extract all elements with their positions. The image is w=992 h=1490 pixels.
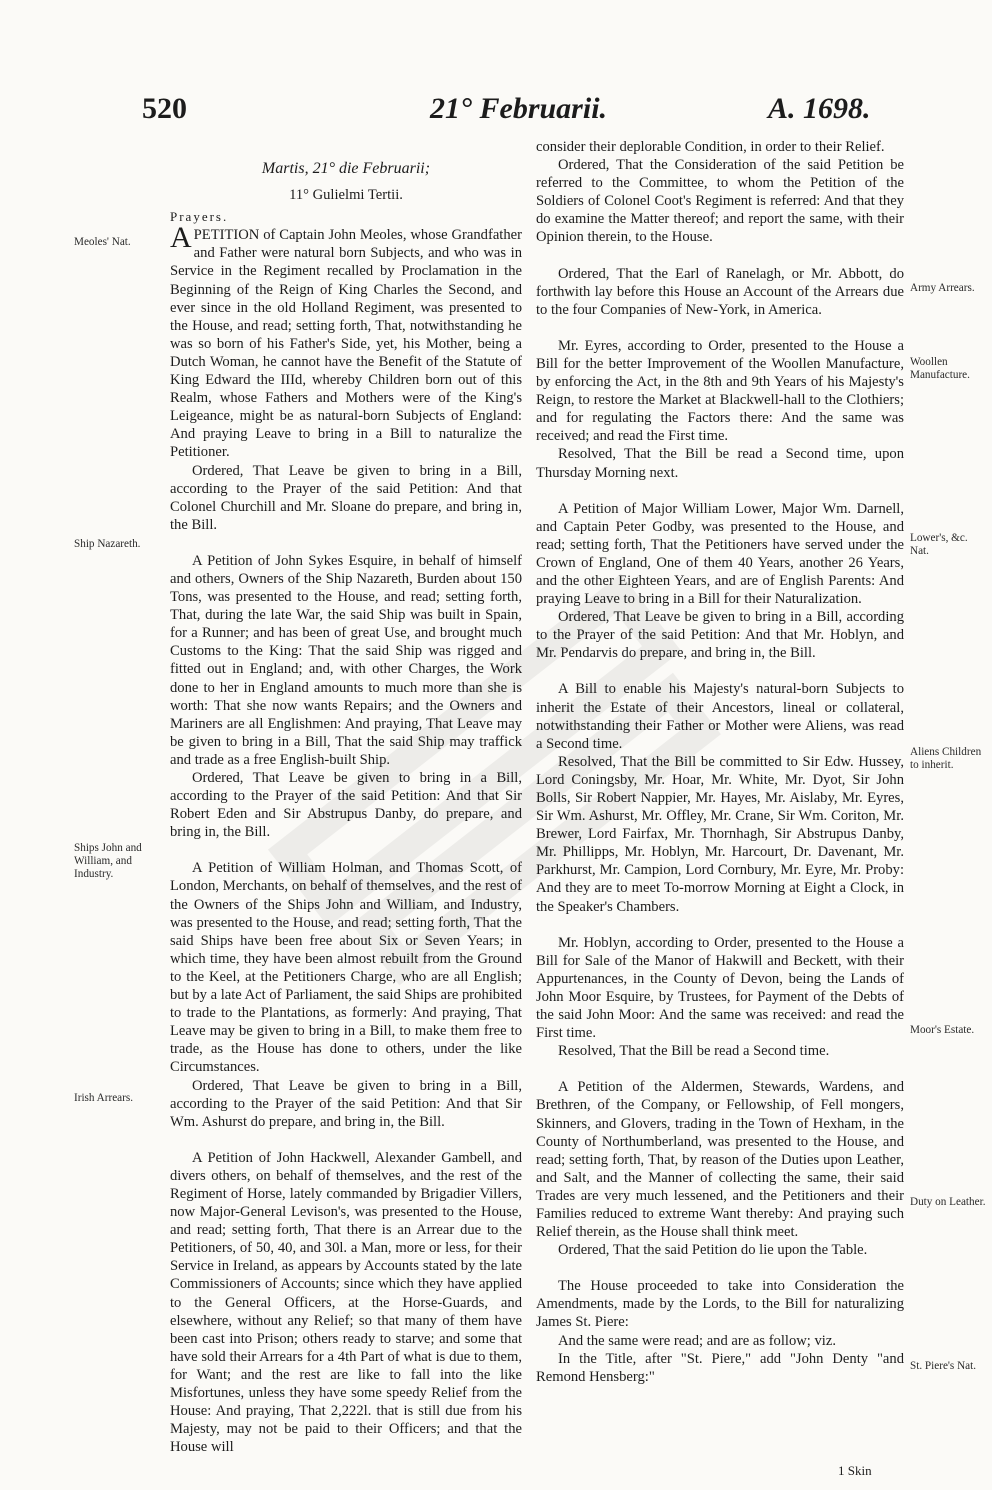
hackwell-petition: A Petition of John Hackwell, Alexander Gambell, and divers others, on behalf of themselves, and the rest of the Regiment of Horse, lately commanded by Brigadier Villers, now Major-General Levison's, was presented to the House, and read; setting forth, That there is an Arrear due to the Petitioners, of 50, 40, and 30l. a Man, more or less, for their Service in Ireland, as appears by Accounts stated by the late Commissioners of Accounts; since which they have applied to the General Officers, at the Horse-Guards, and elsewhere, without any Relief; so that many of them have been cast into Prison; others ready to starve; and some that have sold their Arrears for a 4th Part of what is due to them, for Want; and the rest are like to fall into the like Misfortunes, unless they have some speedy Relief from the House: And praying, That 2,222l. that is still due from his Majesty, may not be paid to their Officers; and that the House will	[170, 1149, 522, 1456]
margin-note-irish: Irish Arrears.	[74, 1092, 134, 1104]
hexham-petition: A Petition of the Aldermen, Stewards, Wardens, and Brethren, of the Company, or Fellowship, of Fell mongers, Skinners, and Glovers, trading in the Town of Hexham, in the County of Northumberland, was presented to the House, and read; setting forth, That, by reason of the Duties upon Leather, and Salt, and the Manner of collecting the same, their said Trades are very much lessened, and the Petitioners and their Families reduced to extreme Want thereby: And praying such Relief therein, as the House shall think meet.	[536, 1079, 904, 1241]
margin-note-aliens: Aliens Children to inherit.	[910, 746, 982, 771]
margin-note-ships-john: Ships John and William, and Industry.	[74, 842, 142, 880]
ranelagh-order: Ordered, That the Earl of Ranelagh, or Mr. Abbott, do forthwith lay before this House an Account of the Arrears due to the four Companies of New-York, in America.	[536, 265, 904, 318]
woollen-resolution: Resolved, That the Bill be read a Second time, upon Thursday Morning next.	[536, 446, 904, 481]
date-line: Martis, 21° die Februarii;	[261, 160, 431, 177]
page-number: 520	[142, 92, 187, 125]
margin-note-moors: Moor's Estate.	[910, 1024, 975, 1036]
meoles-order: Ordered, That Leave be given to bring in a Bill, according to the Prayer of the said Petition: And that Colonel Churchill and Mr. Sloane do prepare, and bring in, the Bill.	[170, 462, 522, 533]
stpiere-amendment: In the Title, after "St. Piere," add "John Denty "and Remond Hensberg:"	[536, 1350, 904, 1385]
hexham-order: Ordered, That the said Petition do lie upon the Table.	[558, 1242, 868, 1259]
lower-petition: A Petition of Major William Lower, Major Wm. Darnell, and Captain Peter Godby, was presented to the House, and read; setting forth, That the Petitioners have served under the Crown of England, One of them 40 Years, another 26 Years, and the other Eighteen Years, and are of English Parents: And praying Leave to bring in a Bill for their Naturalization.	[536, 500, 904, 608]
stpiere-consideration: The House proceeded to take into Consideration the Amendments, made by the Lords, to the Bill for naturalizing James St. Piere:	[536, 1278, 904, 1331]
drop-cap: A	[170, 221, 192, 255]
left-column	[170, 138, 522, 1456]
margin-note-stpiere: St. Piere's Nat.	[910, 1360, 977, 1372]
margin-note-woollen: Woollen Manufacture.	[910, 356, 970, 381]
moor-resolution: Resolved, That the Bill be read a Second time.	[558, 1043, 830, 1060]
page-year: A. 1698.	[768, 92, 871, 125]
regnal-line: 11° Gulielmi Tertii.	[289, 187, 403, 204]
prayers-heading: Prayers.	[170, 209, 229, 225]
margin-note-duty: Duty on Leather.	[910, 1196, 986, 1208]
margin-note-meoles: Meoles' Nat.	[74, 236, 131, 248]
aliens-committee: Resolved, That the Bill be committed to Sir Edw. Hussey, Lord Coningsby, Mr. Hoar, Mr. White, Mr. Dyot, Sir John Bolls, Sir Robert Nappier, Mr. Hayes, Mr. Aislaby, Mr. Eyres, Sir Wm. Ashurst, Mr. Offley, Mr. Crane, Sir Wm. Coriton, Mr. Brewer, Lord Fairfax, Mr. Thornhagh, Sir Abstrupus Danby, Mr. Phillipps, Mr. Hoblyn, Mr. Harcourt, Dr. Davenant, Mr. Parkhurst, Mr. Campion, Lord Cornbury, Mr. Eyre, Mr. Proby: And they are to meet To-morrow Morning at Eight a Clock, in the Speaker's Chambers.	[536, 753, 904, 915]
hackwell-order: Ordered, That the Consideration of the said Petition be referred to the Committee, to whom the Petition of the Soldiers of Colonel Coot's Regiment is referred: And that they do examine the Matter thereof; and report the same, with their Opinion therein, to the House.	[536, 157, 904, 246]
margin-note-lowers: Lower's, &c. Nat.	[910, 532, 968, 557]
meoles-petition-text: PETITION of Captain John Meoles, whose Grandfather and Father were natural born Subjects, and who was in Service in the Regiment recalled by Proclamation in the Beginning of the Reign of King Charles the Second, and ever since in the old Holland Regiment, was presented to the House, and read; setting forth, That, notwithstanding he was so born of his Father's Side, yet, his Mother, being a Dutch Woman, he cannot have the Benefit of the Statute of King Edward the IIId, whereby Children born out of this Realm, whose Fathers and Mothers were of the King's Leigeance, might be as natural-born Subjects of England: And praying Leave to bring in a Bill to naturalize the Petitioner.	[170, 227, 522, 461]
woollen-bill: Mr. Eyres, according to Order, presented to the House a Bill for the better Improvement of the Woollen Manufacture, by enforcing the Act, in the 8th and 9th Years of his Majesty's Reign, to restore the Market at Blackwell-hall to the Clothiers; and for regulating the Factors there: And the same was received; and read the First time.	[536, 337, 904, 445]
hackwell-continued: consider their deplorable Condition, in order to their Relief.	[536, 139, 885, 155]
page-title: 21° Februarii.	[430, 92, 608, 125]
catchword: 1 Skin	[838, 1463, 872, 1478]
aliens-bill: A Bill to enable his Majesty's natural-born Subjects to inherit the Estate of their Ancestors, lineal or collateral, notwithstanding their Father or Mother were Aliens, was read a Second time.	[536, 681, 904, 752]
meoles-petition	[170, 221, 522, 461]
lower-order: Ordered, That Leave be given to bring in a Bill, according to the Prayer of the said Petition: And that Mr. Hoblyn, and Mr. Pendarvis do prepare, and bring in, the Bill.	[536, 609, 904, 662]
moor-bill: Mr. Hoblyn, according to Order, presented to the House a Bill for Sale of the Manor of Hakwill and Beckett, with their Appurtenances, in the County of Devon, being the Lands of John Moor Esquire, by Trustees, for Payment of the Debts of the said John Moor: And the same was received: and read the First time.	[536, 934, 904, 1042]
nazareth-order: Ordered, That Leave be given to bring in a Bill, according to the Prayer of the said Petition: And that Sir Robert Eden and Sir Abstrupus Danby, do prepare, and bring in, the Bill.	[170, 770, 522, 841]
holman-petition: A Petition of William Holman, and Thomas Scott, of London, Merchants, on behalf of themselves, and the rest of the Owners of the Ships John and William, and Industry, was presented to the House, and read; setting forth, That the said Ships have been free about Six or Seven Years; in which time, they have been almost rebuilt from the Ground to the Keel, at the Petitioners Charge, who are all English; but by a late Act of Parliament, the said Ships are prohibited to trade to the Plantations, as formerly: And praying, That Leave may be given to bring in a Bill, to make them free to trade, as the House has done to others, under the like Circumstances.	[170, 860, 522, 1076]
margin-note-army: Army Arrears.	[910, 282, 975, 294]
margin-note-ship: Ship Nazareth.	[74, 538, 141, 550]
holman-order: Ordered, That Leave be given to bring in a Bill, according to the Prayer of the said Petition: And that Sir Wm. Ashurst do prepare, and bring in, the Bill.	[170, 1077, 522, 1130]
nazareth-petition: A Petition of John Sykes Esquire, in behalf of himself and others, Owners of the Ship Nazareth, Burden about 150 Tons, was presented to the House, and read; setting forth, That, during the late War, the said Ship was built in Spain, for a Runner; and has been of great Use, and brought much Customs to the King: That the said Ship was rigged and fitted out in England; and, with other Charges, the Work done to her in England amounts to much more than she is worth: That she now wants Repairs; and the Owners and Mariners are all Englishmen: And praying, That Leave may be given to bring in a Bill, That the said Ship may traffick and trade as a free English-built Ship.	[170, 552, 522, 768]
right-column	[536, 138, 904, 1386]
stpiere-read: And the same were read; and are as follow; viz.	[558, 1332, 836, 1349]
